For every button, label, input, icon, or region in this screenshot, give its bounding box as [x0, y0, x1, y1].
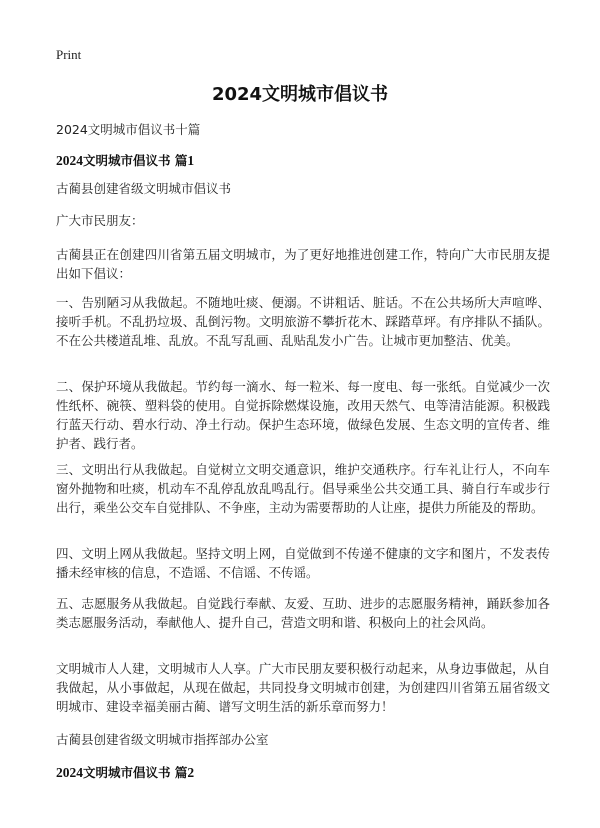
document-subtitle: 2024文明城市倡议书十篇	[56, 122, 201, 137]
print-link[interactable]: Print	[56, 47, 82, 62]
document-title: 2024文明城市倡议书	[211, 84, 389, 105]
article-intro: 古蔺县正在创建四川省第五届文明城市，为了更好地推进创建工作，特向广大市民朋友提出如下倡议：	[56, 247, 550, 281]
section-heading-text: 文明城市倡议书 篇	[83, 765, 188, 780]
article-point-3: 三、文明出行从我做起。自觉树立文明交通意识，维护交通秩序。行车礼让行人，不向车窗外抛物和吐痰，机动车不乱停乱放乱鸣乱行。倡导乘坐公共交通工具、骑自行车或步行出行，乘坐公交车自觉排队、不争座，主动为需要帮助的人让座，提供力所能及的帮助。	[56, 462, 550, 515]
section-heading-prefix: 2024	[56, 765, 83, 780]
article-org-title: 古蔺县创建省级文明城市倡议书	[56, 181, 232, 196]
article-point-2: 二、保护环境从我做起。节约每一滴水、每一粒米、每一度电、每一张纸。自觉减少一次性纸杯、碗筷、塑料袋的使用。自觉拆除燃煤设施，改用天然气、电等清洁能源。积极践行蓝天行动、碧水行动、净土行动。保护生态环境，做绿色发展、生态文明的宣传者、维护者、践行者。	[56, 379, 550, 451]
section-heading-text: 文明城市倡议书 篇	[83, 153, 188, 168]
article-point-5: 五、志愿服务从我做起。自觉践行奉献、友爱、互助、进步的志愿服务精神，踊跃参加各类志愿服务活动，奉献他人、提升自己，营造文明和谐、积极向上的社会风尚。	[56, 596, 550, 630]
section-heading-number: 1	[187, 153, 195, 168]
section-heading-1	[56, 151, 194, 169]
article-point-1: 一、告别陋习从我做起。不随地吐痰、便溺。不讲粗话、脏话。不在公共场所大声喧哗、接听手机。不乱扔垃圾、乱倒污物。文明旅游不攀折花木、踩踏草坪。有序排队不插队。不在公共楼道乱堆、乱放。不乱写乱画、乱贴乱发小广告。让城市更加整洁、优美。	[56, 295, 550, 348]
article-point-4: 四、文明上网从我做起。坚持文明上网，自觉做到不传递不健康的文字和图片，不发表传播未经审核的信息，不造谣、不信谣、不传谣。	[56, 546, 550, 580]
article-signature: 古蔺县创建省级文明城市指挥部办公室	[56, 732, 269, 747]
article-salutation: 广大市民朋友：	[56, 213, 144, 228]
article-closing: 文明城市人人建，文明城市人人享。广大市民朋友要积极行动起来，从身边事做起，从自我做起，从小事做起，从现在做起，共同投身文明城市创建，为创建四川省第五届省级文明城市、建设幸福美丽古蔺、谱写文明生活的新乐章而努力！	[56, 661, 550, 714]
section-heading-number: 2	[187, 765, 195, 780]
section-heading-2	[56, 763, 194, 781]
section-heading-prefix: 2024	[56, 153, 83, 168]
